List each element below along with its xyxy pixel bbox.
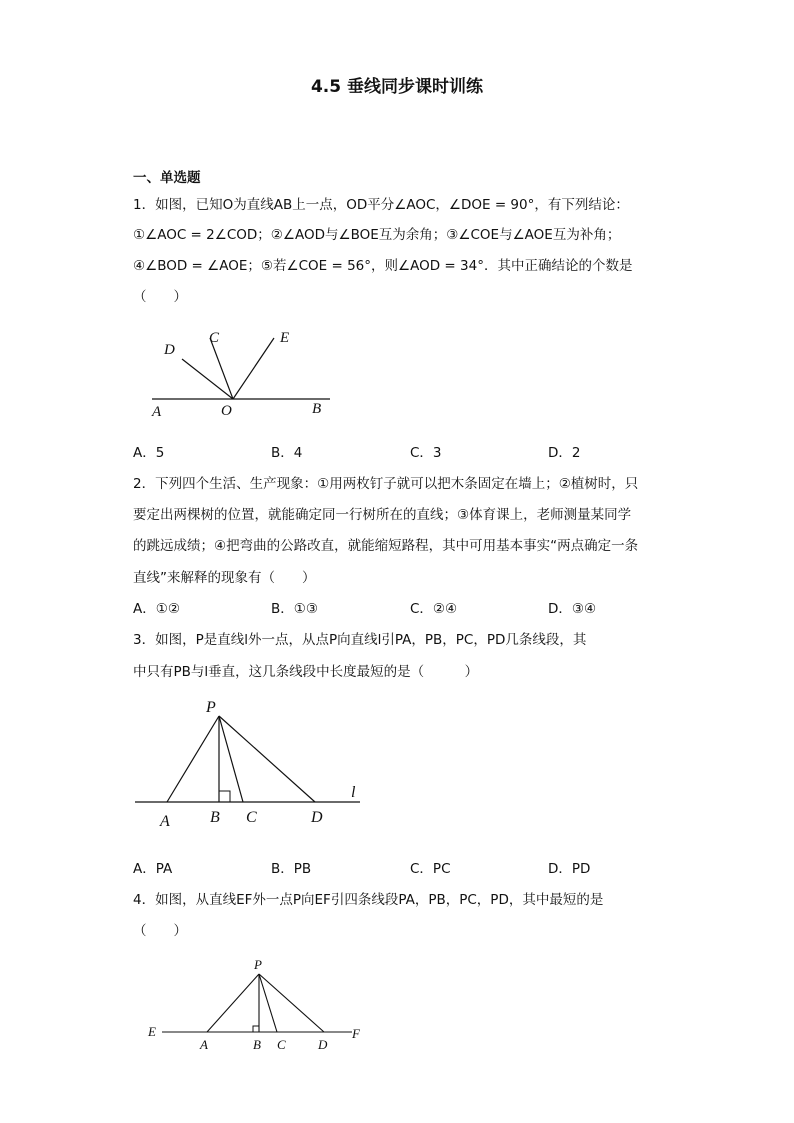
q3-label-p: P (206, 699, 216, 716)
q3-line-2: 中只有PB与l垂直，这几条线段中长度最短的是（ ） (133, 664, 479, 680)
q4-label-b: B (253, 1037, 261, 1052)
q1-label-o: O (221, 403, 232, 419)
q4-label-d: D (318, 1037, 328, 1052)
q4-line-1: 4．如图，从直线EF外一点P向EF引四条线段PA，PB，PC，PD，其中最短的是 (133, 892, 604, 908)
q1-label-c: C (209, 330, 220, 346)
q3-option-d[interactable]: D．PD (548, 861, 591, 877)
q1-label-e: E (280, 330, 290, 346)
q1-ray-oe (233, 338, 274, 399)
q4-label-a: A (200, 1037, 208, 1052)
q1-option-c[interactable]: C．3 (410, 445, 442, 461)
q1-line-3: ④∠BOD = ∠AOE；⑤若∠COE = 56°，则∠AOD = 34°．其中正确结论的个数是 (133, 258, 633, 274)
q3-label-l: l (351, 784, 356, 801)
q1-figure (140, 322, 350, 422)
q4-label-p: P (254, 957, 262, 972)
q3-right-angle-mark (219, 791, 230, 802)
q3-segment-pd (219, 716, 315, 802)
q3-option-a[interactable]: A．PA (133, 861, 173, 877)
q3-label-c: C (246, 809, 257, 826)
q4-line-2: （ ） (133, 923, 187, 939)
q3-option-b[interactable]: B．PB (271, 861, 312, 877)
q4-label-c: C (277, 1037, 286, 1052)
q1-label-b: B (312, 401, 322, 417)
q3-label-b: B (210, 809, 220, 826)
q3-line-1: 3．如图，P是直线l外一点，从点P向直线l引PA，PB，PC，PD几条线段，其 (133, 632, 587, 648)
q3-figure (125, 690, 375, 835)
q1-option-b[interactable]: B．4 (271, 445, 303, 461)
q2-option-a[interactable]: A．①② (133, 601, 180, 617)
q2-line-2: 要定出两棵树的位置，就能确定同一行树所在的直线；③体育课上，老师测量某同学 (133, 507, 632, 523)
q4-label-e: E (148, 1024, 156, 1039)
q1-line-2: ①∠AOC = 2∠COD；②∠AOD与∠BOE互为余角；③∠COE与∠AOE互为补角； (133, 227, 621, 243)
q3-label-d: D (311, 809, 323, 826)
q1-option-a[interactable]: A．5 (133, 445, 165, 461)
q2-line-1: 2．下列四个生活、生产现象：①用两枚钉子就可以把木条固定在墙上；②植树时，只 (133, 476, 639, 492)
q4-figure (140, 950, 380, 1055)
q1-label-a: A (152, 404, 162, 420)
q1-line-1: 1．如图，已知O为直线AB上一点，OD平分∠AOC，∠DOE = 90°，有下列结论： (133, 197, 629, 213)
q1-line-4: （ ） (133, 289, 187, 305)
q2-line-3: 的跳远成绩；④把弯曲的公路改直，就能缩短路程，其中可用基本事实“两点确定一条 (133, 538, 639, 554)
q3-option-c[interactable]: C．PC (410, 861, 451, 877)
q2-option-d[interactable]: D．③④ (548, 601, 597, 617)
q3-segment-pc (219, 716, 243, 802)
q3-label-a: A (160, 813, 170, 830)
q4-right-angle-mark (253, 1026, 259, 1032)
q1-option-d[interactable]: D．2 (548, 445, 581, 461)
q1-label-d: D (164, 342, 175, 358)
section-heading: 一、单选题 (133, 170, 201, 186)
q4-segment-pa (207, 974, 259, 1032)
q2-line-4: 直线”来解释的现象有（ ） (133, 570, 316, 586)
q4-segment-pd (259, 974, 324, 1032)
page-title: 4.5 垂线同步课时训练 (310, 77, 484, 97)
q3-segment-pa (167, 716, 219, 802)
q4-label-f: F (352, 1026, 360, 1041)
q2-option-b[interactable]: B．①③ (271, 601, 318, 617)
q2-option-c[interactable]: C．②④ (410, 601, 458, 617)
